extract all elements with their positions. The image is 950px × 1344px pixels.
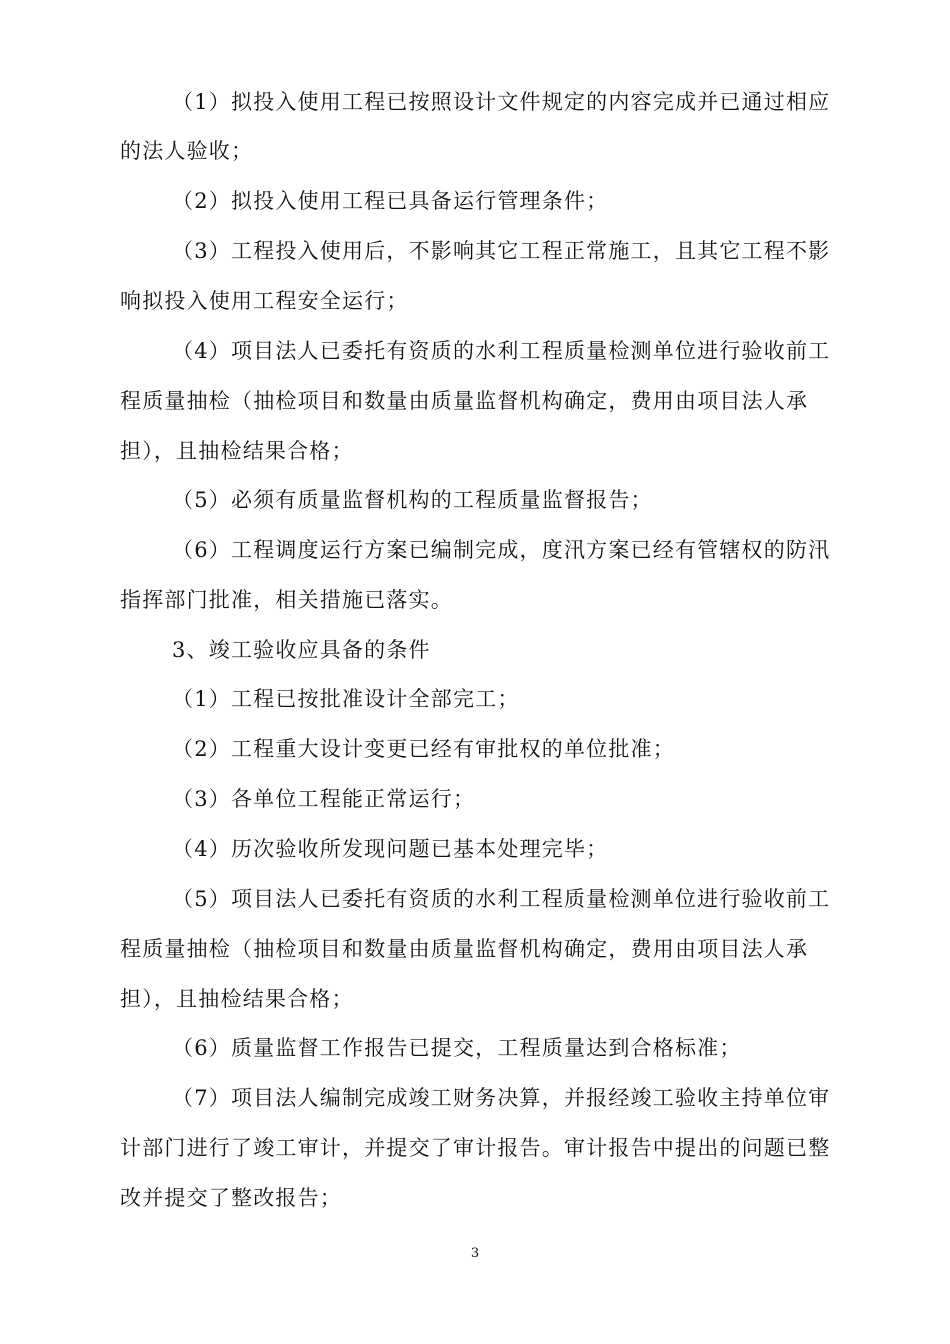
text-line: 程质量抽检（抽检项目和数量由质量监督机构确定，费用由项目法人承 bbox=[120, 937, 809, 961]
text-line: （4）历次验收所发现问题已基本处理完毕； bbox=[172, 837, 609, 861]
text-line: （1）拟投入使用工程已按照设计文件规定的内容完成并已通过相应 bbox=[172, 90, 831, 114]
text-line: 改并提交了整改报告； bbox=[120, 1186, 342, 1210]
text-line: 指挥部门批准，相关措施已落实。 bbox=[120, 588, 453, 612]
text-line: 的法人验收； bbox=[120, 139, 254, 163]
text-line: （6）工程调度运行方案已编制完成，度汛方案已经有管辖权的防汛 bbox=[172, 538, 831, 562]
text-line: （5）项目法人已委托有资质的水利工程质量检测单位进行验收前工 bbox=[172, 887, 831, 911]
text-line: 计部门进行了竣工审计，并提交了审计报告。审计报告中提出的问题已整 bbox=[120, 1136, 831, 1160]
text-line: 担），且抽检结果合格； bbox=[120, 439, 354, 463]
text-line: （6）质量监督工作报告已提交，工程质量达到合格标准； bbox=[172, 1036, 742, 1060]
text-line: （2）工程重大设计变更已经有审批权的单位批准； bbox=[172, 737, 675, 761]
page-number: 3 bbox=[470, 1246, 480, 1261]
text-line: （3）工程投入使用后，不影响其它工程正常施工，且其它工程不影 bbox=[172, 239, 831, 263]
text-line: （3）各单位工程能正常运行； bbox=[172, 787, 476, 811]
section-heading: 3、竣工验收应具备的条件 bbox=[172, 638, 431, 662]
text-line: 担），且抽检结果合格； bbox=[120, 987, 354, 1011]
text-line: 程质量抽检（抽检项目和数量由质量监督机构确定，费用由项目法人承 bbox=[120, 389, 809, 413]
text-line: （4）项目法人已委托有资质的水利工程质量检测单位进行验收前工 bbox=[172, 339, 831, 363]
text-line: （5）必须有质量监督机构的工程质量监督报告； bbox=[172, 488, 653, 512]
text-line: （7）项目法人编制完成竣工财务决算，并报经竣工验收主持单位审 bbox=[172, 1086, 831, 1110]
text-line: （1）工程已按批准设计全部完工； bbox=[172, 687, 520, 711]
text-line: （2）拟投入使用工程已具备运行管理条件； bbox=[172, 189, 609, 213]
text-line: 响拟投入使用工程安全运行； bbox=[120, 289, 409, 313]
